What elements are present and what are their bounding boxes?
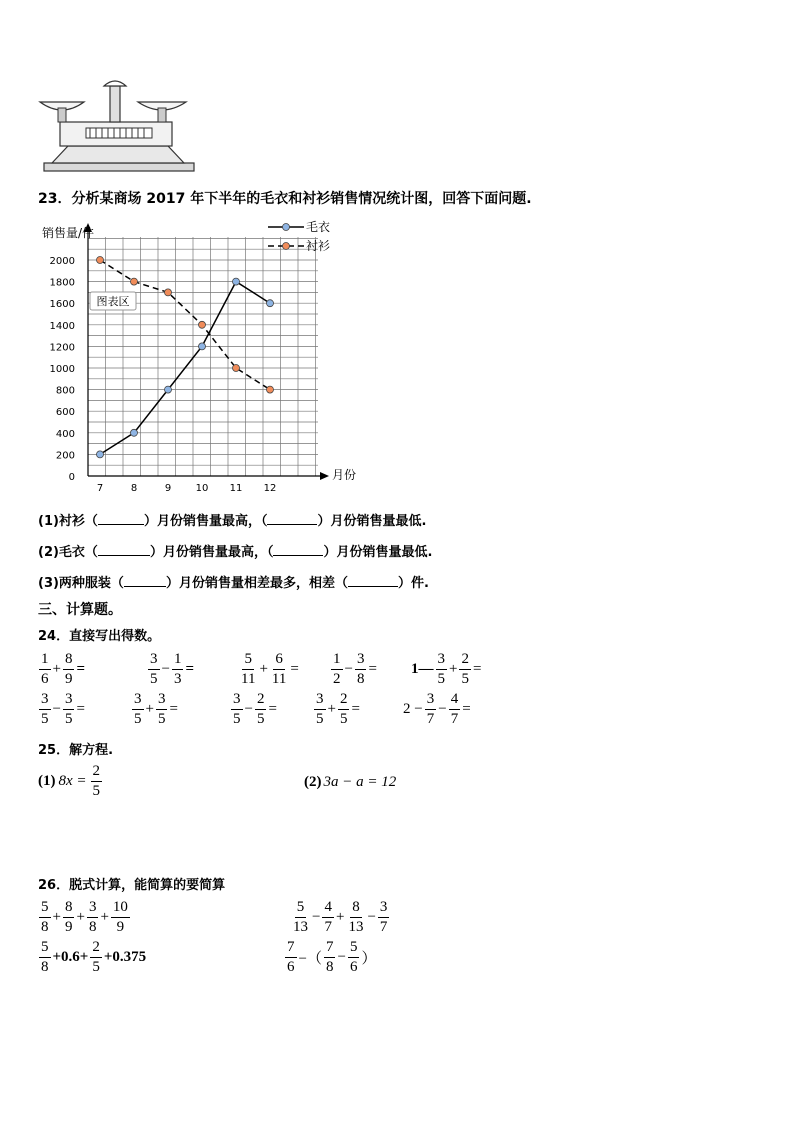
numerator: 1 [172, 652, 184, 670]
operator: ） [361, 951, 377, 967]
equals-sign: = [268, 701, 277, 717]
numerator: 3 [63, 692, 75, 710]
data-point [199, 321, 206, 328]
operator: + [449, 661, 458, 677]
denominator: 9 [64, 671, 73, 687]
legend-label: 衬衫 [306, 239, 331, 253]
operator: − [367, 909, 376, 925]
question-25-title: 25．解方程. [38, 743, 114, 758]
question-26-title: 26．脱式计算，能简算的要简算 [38, 878, 226, 893]
y-axis-label: 销售量/件 [42, 226, 95, 240]
equation-25-2 [304, 774, 396, 791]
operator: + [52, 909, 61, 925]
question-23-part2 [38, 541, 432, 560]
equals-sign: = [351, 701, 360, 717]
y-tick-label: 600 [55, 407, 75, 419]
equals-sign: = [368, 661, 377, 677]
denominator: 11 [241, 671, 256, 687]
equals-sign: = [169, 701, 178, 717]
answer-blank[interactable] [98, 543, 150, 556]
denominator: 5 [64, 711, 73, 727]
data-point [267, 300, 274, 307]
x-tick-label: 12 [263, 483, 277, 494]
numerator: 7 [285, 940, 297, 958]
x-tick-label: 8 [130, 483, 138, 494]
denominator: 6 [287, 959, 295, 975]
denominator: 6 [349, 959, 358, 975]
denominator: 5 [316, 711, 324, 727]
denominator: 5 [92, 783, 101, 799]
operator: − [344, 661, 353, 677]
operator: + [259, 661, 268, 677]
part1-text-b: ）月份销售量最高，（ [143, 514, 268, 529]
y-tick-label: 2000 [49, 256, 75, 267]
numerator: 3 [355, 652, 367, 670]
numerator: 2 [90, 940, 102, 958]
part3-text-b: ）月份销售量相差最多，相差（ [165, 576, 348, 591]
denominator: 7 [426, 711, 435, 727]
part-label: (1) [38, 773, 56, 789]
chart-area-tag-label: 图表区 [96, 295, 130, 308]
operator: − [161, 661, 170, 677]
operator: − [312, 909, 321, 925]
denominator: 5 [150, 671, 158, 687]
denominator: 8 [41, 919, 49, 935]
denominator: 8 [356, 671, 365, 687]
operator: − [438, 701, 447, 717]
operator: +0.375 [103, 949, 147, 965]
expr-24-3 [238, 652, 300, 687]
numerator: 10 [111, 900, 130, 918]
denominator: 11 [271, 671, 287, 687]
numerator: 8 [350, 900, 362, 918]
answer-blank[interactable] [267, 512, 317, 525]
numerator: 1 [331, 652, 343, 670]
numerator: 3 [148, 652, 160, 670]
numerator: 2 [459, 652, 471, 670]
x-tick-label: 9 [164, 483, 172, 494]
expr-26-1 [38, 900, 131, 935]
expr-24-4 [330, 652, 378, 687]
expr-26-4 [284, 940, 377, 975]
operator: + [52, 661, 61, 677]
expr-24-10 [402, 692, 472, 727]
part1-text-a: (1)衬衫（ [38, 514, 98, 529]
expr-24-8 [230, 692, 278, 727]
answer-blank[interactable] [98, 512, 144, 525]
denominator: 5 [157, 711, 166, 727]
denominator: 5 [233, 711, 241, 727]
equals-sign: = [76, 701, 85, 717]
line-chart [38, 215, 368, 505]
part3-text-c: ）件. [397, 576, 429, 591]
denominator: 13 [348, 919, 364, 935]
operator: +0.6+ [52, 949, 89, 965]
operator: − [52, 701, 61, 717]
equals-sign: = [290, 661, 299, 677]
data-point [267, 386, 274, 393]
denominator: 2 [333, 671, 341, 687]
y-tick-label: 200 [55, 450, 75, 462]
legend-marker [283, 243, 290, 250]
data-point [97, 257, 104, 264]
denominator: 7 [324, 919, 332, 935]
equals-sign: = [76, 661, 86, 677]
operator: − [244, 701, 253, 717]
numerator: 3 [156, 692, 168, 710]
numerator: 3 [436, 652, 448, 670]
data-point [165, 386, 172, 393]
data-point [199, 343, 206, 350]
denominator: 6 [41, 671, 49, 687]
equals-sign: = [462, 701, 471, 717]
expr-24-9 [313, 692, 361, 727]
x-axis-label: 月份 [332, 468, 357, 482]
legend-marker [283, 224, 290, 231]
answer-blank[interactable] [273, 543, 323, 556]
data-point [233, 278, 240, 285]
numerator: 3 [314, 692, 326, 710]
denominator: 5 [256, 711, 265, 727]
numerator: 6 [273, 652, 285, 670]
denominator: 5 [339, 711, 348, 727]
denominator: 8 [325, 959, 334, 975]
denominator: 8 [88, 919, 97, 935]
numerator: 3 [87, 900, 99, 918]
numerator: 5 [295, 900, 307, 918]
numerator: 2 [338, 692, 350, 710]
question-23-part1 [38, 510, 426, 529]
numerator: 5 [39, 900, 51, 918]
data-point [165, 289, 172, 296]
numerator: 3 [231, 692, 243, 710]
numerator: 4 [322, 900, 334, 918]
denominator: 9 [64, 919, 73, 935]
numerator: 3 [378, 900, 390, 918]
y-tick-label: 400 [55, 428, 75, 440]
y-tick-label: 1600 [49, 299, 75, 311]
data-point [97, 451, 104, 458]
part2-text-c: ）月份销售量最低. [323, 545, 433, 560]
question-24-title: 24．直接写出得数。 [38, 629, 161, 644]
part2-text-a: (2)毛衣（ [38, 545, 98, 560]
numerator: 5 [242, 652, 254, 670]
numerator: 2 [91, 764, 103, 782]
denominator: 5 [461, 671, 469, 687]
denominator: 5 [41, 711, 49, 727]
numerator: 1 [39, 652, 51, 670]
denominator: 8 [41, 959, 49, 975]
numerator: 8 [63, 900, 75, 918]
expr-24-5 [410, 652, 482, 687]
operator: + [327, 701, 336, 717]
numerator: 8 [63, 652, 75, 670]
operator: + [76, 909, 85, 925]
part-label: (2) [304, 774, 322, 790]
denominator: 3 [173, 671, 182, 687]
expr-24-2 [147, 652, 195, 687]
part1-text-c: ）月份销售量最低. [317, 514, 427, 529]
numerator: 5 [39, 940, 51, 958]
expr-24-7 [131, 692, 179, 727]
equals-sign: = [472, 661, 482, 677]
x-tick-label: 11 [229, 483, 243, 494]
x-tick-label: 7 [96, 483, 104, 494]
y-tick-label: 0 [68, 472, 75, 483]
question-23-title: 23．分析某商场 2017 年下半年的毛衣和衬衫销售情况统计图，回答下面问题. [38, 191, 532, 207]
numerator: 4 [449, 692, 461, 710]
numerator: 7 [324, 940, 336, 958]
denominator: 5 [134, 711, 142, 727]
answer-blank[interactable] [348, 574, 398, 587]
y-tick-label: 1800 [49, 277, 75, 289]
equals-sign: = [185, 661, 195, 677]
section-3-title: 三、计算题。 [38, 602, 122, 618]
y-tick-label: 1400 [49, 320, 75, 332]
expr-26-3 [38, 940, 147, 975]
operator: + [145, 701, 154, 717]
denominator: 7 [379, 919, 388, 935]
denominator: 13 [293, 919, 308, 935]
data-point [131, 278, 138, 285]
part2-text-b: ）月份销售量最高，（ [149, 545, 274, 560]
expr-24-1 [38, 652, 86, 687]
equation-lhs: 8x = [58, 773, 87, 789]
answer-blank[interactable] [124, 574, 166, 587]
expr-24-6 [38, 692, 86, 727]
whole-number: 1— [411, 661, 434, 677]
equation-25-1 [38, 764, 103, 799]
numerator: 3 [425, 692, 437, 710]
numerator: 3 [132, 692, 144, 710]
y-tick-label: 1200 [49, 342, 75, 354]
data-point [233, 365, 240, 372]
denominator: 7 [450, 711, 459, 727]
operator: − [337, 949, 346, 965]
whole-number: 2 − [403, 701, 423, 717]
expr-26-2 [290, 900, 390, 935]
x-tick-label: 10 [195, 483, 209, 494]
y-tick-label: 1000 [49, 364, 75, 375]
denominator: 9 [116, 919, 125, 935]
numerator: 3 [39, 692, 51, 710]
question-23-part3 [38, 572, 429, 591]
denominator: 5 [92, 959, 100, 975]
equation-text: 3a − a = 12 [323, 774, 397, 790]
y-tick-label: 800 [55, 385, 75, 397]
operator: + [335, 909, 345, 925]
denominator: 5 [437, 671, 445, 687]
x-axis-arrow-icon [320, 472, 329, 480]
operator: −（ [298, 951, 322, 967]
part3-text-a: (3)两种服装（ [38, 576, 124, 591]
operator: + [100, 909, 109, 925]
legend-label: 毛衣 [306, 220, 331, 234]
numerator: 2 [255, 692, 267, 710]
numerator: 5 [348, 940, 360, 958]
balance-scale-image [38, 78, 198, 178]
data-point [131, 429, 138, 436]
